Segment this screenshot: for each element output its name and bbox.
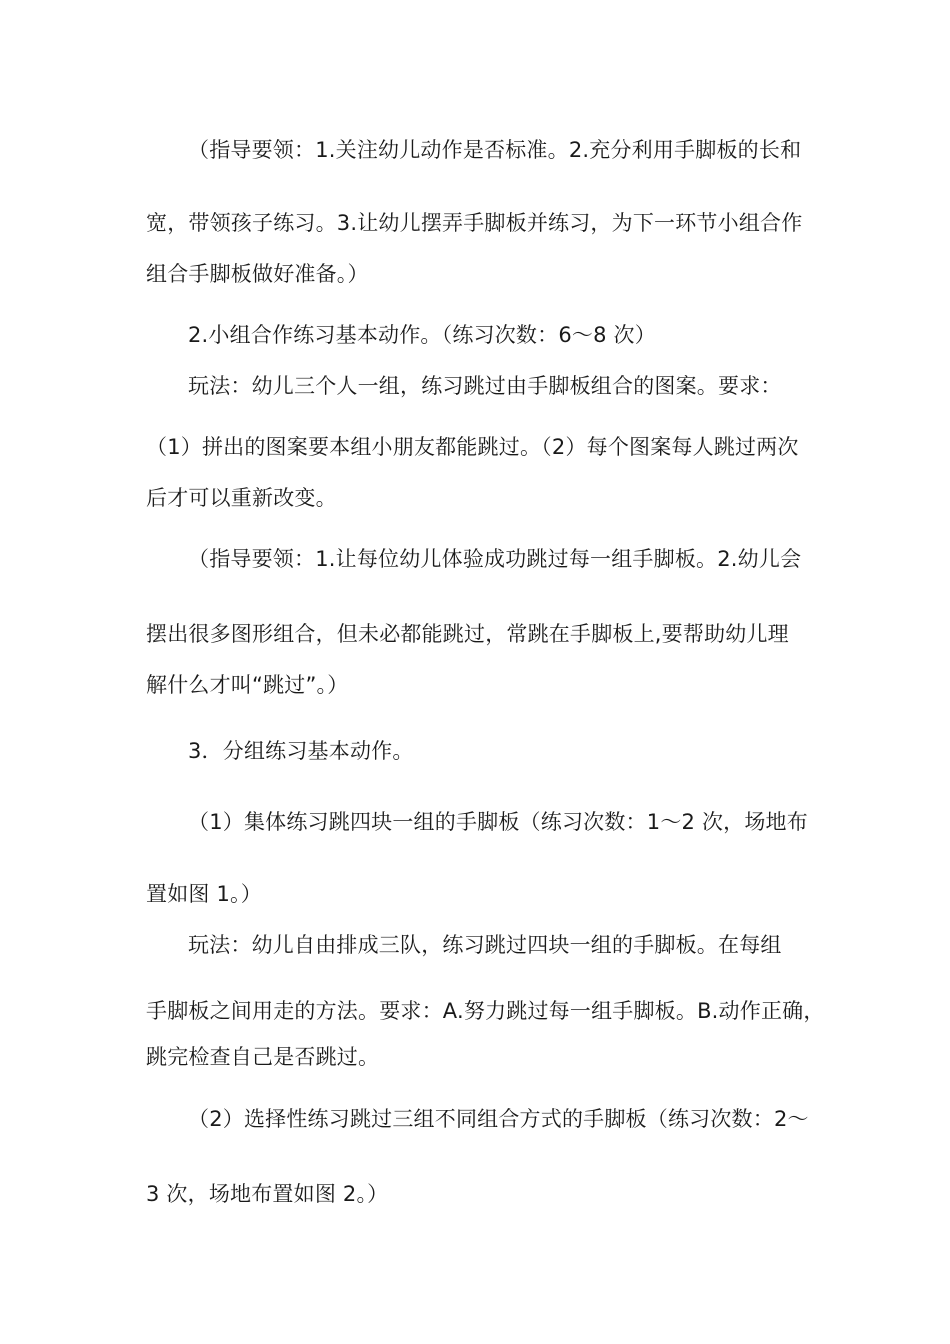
- gameplay-paragraph-2-line-1: 玩法：幼儿自由排成三队，练习跳过四块一组的手脚板。在每组: [188, 933, 782, 957]
- guidance-paragraph-1-line-3: 组合手脚板做好准备。）: [146, 262, 369, 286]
- section-2-heading: 2.小组合作练习基本动作。（练习次数：6～8 次）: [188, 323, 656, 347]
- subsection-2-line-2: 3 次，场地布置如图 2。）: [146, 1182, 389, 1206]
- guidance-paragraph-1-line-2: 宽，带领孩子练习。3.让幼儿摆弄手脚板并练习，为下一环节小组合作: [146, 211, 803, 235]
- gameplay-paragraph-2-line-3: 跳完检查自己是否跳过。: [146, 1045, 380, 1069]
- guidance-paragraph-2-line-2: 摆出很多图形组合，但未必都能跳过，常跳在手脚板上,要帮助幼儿理: [146, 622, 789, 646]
- subsection-2-line-1: （2）选择性练习跳过三组不同组合方式的手脚板（练习次数：2～: [188, 1107, 809, 1131]
- guidance-paragraph-1-line-1: （指导要领：1.关注幼儿动作是否标准。2.充分利用手脚板的长和: [188, 138, 802, 162]
- subsection-1-line-1: （1）集体练习跳四块一组的手脚板（练习次数：1～2 次，场地布: [188, 810, 808, 834]
- gameplay-paragraph-1-line-1: 玩法：幼儿三个人一组，练习跳过由手脚板组合的图案。要求：: [188, 374, 782, 398]
- gameplay-paragraph-1-line-2: （1）拼出的图案要本组小朋友都能跳过。（2）每个图案每人跳过两次: [146, 435, 799, 459]
- subsection-1-line-2: 置如图 1。）: [146, 882, 262, 906]
- guidance-paragraph-2-line-1: （指导要领：1.让每位幼儿体验成功跳过每一组手脚板。2.幼儿会: [188, 547, 802, 571]
- guidance-paragraph-2-line-3: 解什么才叫“跳过”。）: [146, 673, 349, 697]
- gameplay-paragraph-2-line-2: 手脚板之间用走的方法。要求：A.努力跳过每一组手脚板。B.动作正确，: [146, 999, 825, 1023]
- gameplay-paragraph-1-line-3: 后才可以重新改变。: [146, 486, 337, 510]
- section-3-heading: 3．分组练习基本动作。: [188, 739, 414, 763]
